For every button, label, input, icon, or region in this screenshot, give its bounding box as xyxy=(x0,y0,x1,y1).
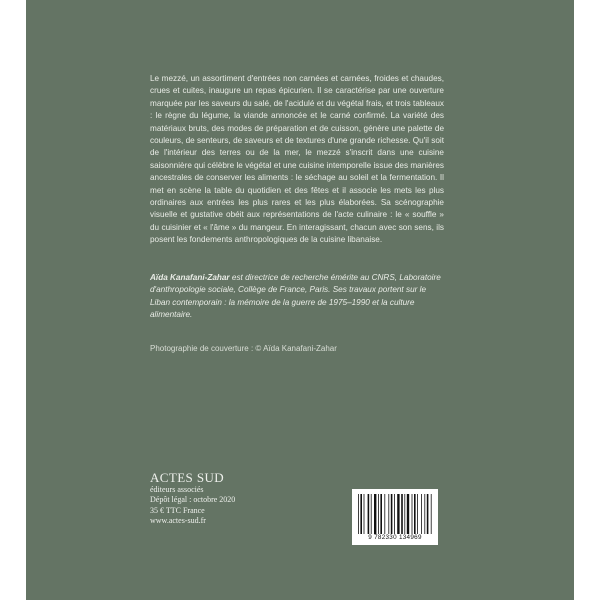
author-bio xyxy=(150,272,446,322)
publisher-website: www.actes-sud.fr xyxy=(150,516,206,526)
publisher-name: ACTES SUD xyxy=(150,470,225,485)
blurb-text: Le mezzé, un assortiment d'entrées non carnées et carnées, froides et chaudes, crues et cuites, inaugure un repas épicurien. Il se caractérise par une ouverture marquée par les saveurs du salé, de l'acidulé et du végétal frais, et trois tableaux : le règne du légume, la viande annoncée et le carné confirmé. La variété des matériaux bruts, des modes de préparation et de cuisson, génère une palette de couleurs, de senteurs, de saveurs et de textures d'une grande richesse. Qu'il soit de l'intérieur des terres ou de la mer, le mezzé s'inscrit dans une cuisine saisonnière qui célèbre le végétal et une cuisine intemporelle issue des manières ancestrales de conserver les aliments : le séchage au soleil et la fermentation. Il met en scène la table du quotidien et des fêtes et il associe les mets les plus ordinaires aux entrées les plus rares et les plus élaborées. Sa scénographie visuelle et gustative obéit aux représentations de l'acte culinaire : le « souffle » du cuisinier et « l'âme » du mangeur. En interagissant, chacun avec son sens, ils posent les fondements anthropologiques de la cuisine libanaise. xyxy=(150,74,445,245)
publisher-subtitle: éditeurs associés xyxy=(150,485,204,494)
barcode-bars xyxy=(358,494,432,534)
photo-credit: Photographie de couverture : © Aïda Kanafani-Zahar xyxy=(150,344,337,353)
author-description: est directrice de recherche émérite au CNRS, Laboratoire d'anthropologie sociale, Collège de France, Paris. Ses travaux portent sur le Liban contemporain : la mémoire de la guerre de 1975–1990 et la culture alimentaire. xyxy=(150,273,441,320)
publisher-block xyxy=(150,471,235,527)
price: 35 € TTC France xyxy=(150,505,205,515)
barcode xyxy=(352,489,438,545)
legal-deposit: Dépôt légal : octobre 2020 xyxy=(150,495,236,505)
author-name: Aïda Kanafani-Zahar xyxy=(150,273,230,282)
isbn-number: 9 782330 134969 xyxy=(368,534,422,541)
